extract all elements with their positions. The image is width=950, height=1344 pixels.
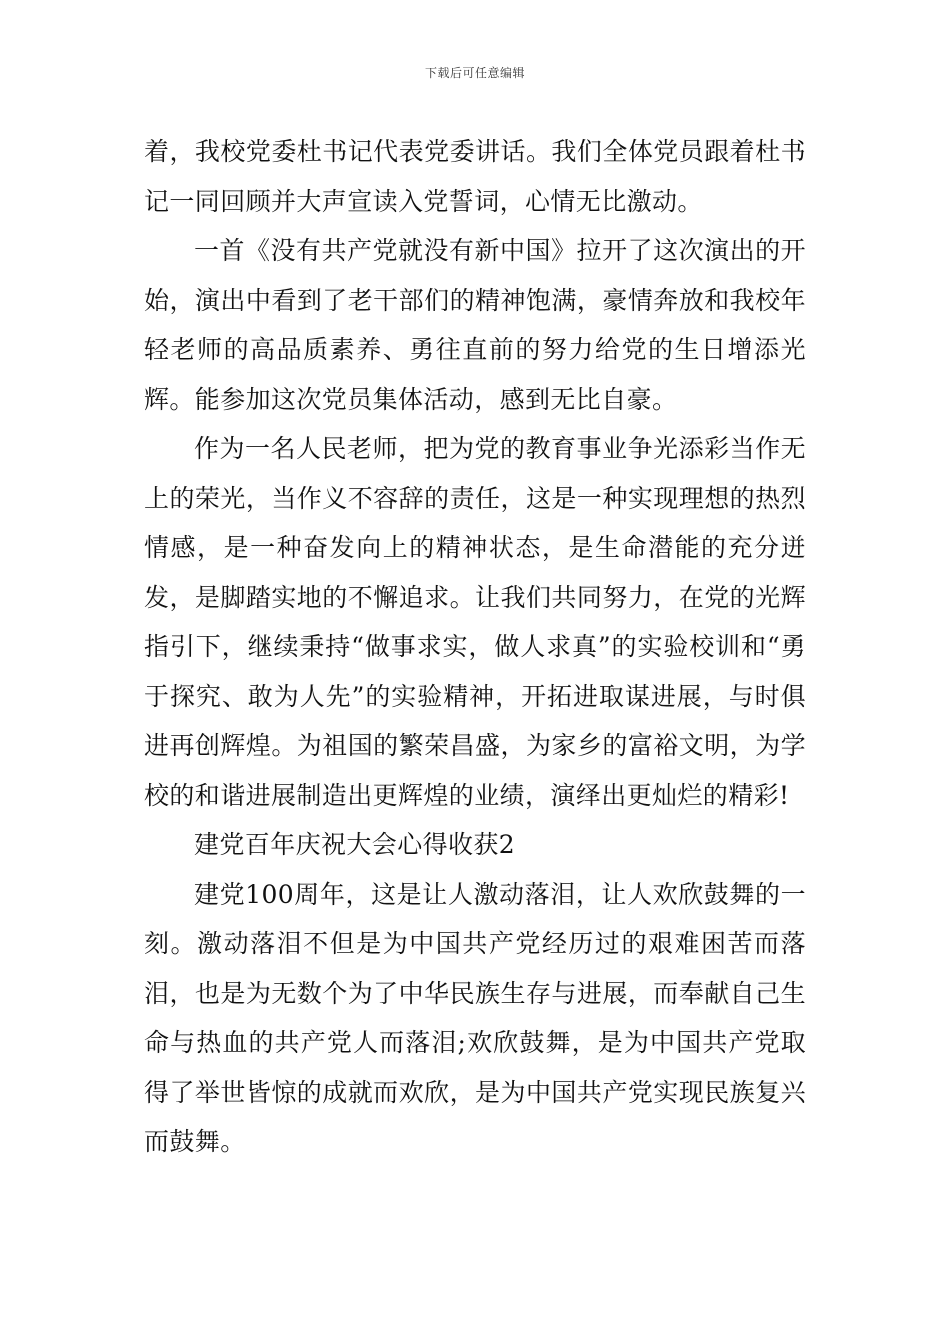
paragraph-teacher: 作为一名人民老师，把为党的教育事业争光添彩当作无上的荣光，当作义不容辞的责任，这是一种实现理想的热烈情感，是一种奋发向上的精神状态，是生命潜能的充分迸发，是脚踏实地的不懈追求。让我们共同努力，在党的光辉指引下，继续秉持“做事求实，做人求真”的实验校训和“勇于探究、敢为人先”的实验精神，开拓进取谋进展，与时俱进再创辉煌。为祖国的繁荣昌盛，为家乡的富裕文明，为学校的和谐进展制造出更辉煌的业绩，演绎出更灿烂的精彩! xyxy=(144,434,806,810)
paragraph-performance: 一首《没有共产党就没有新中国》拉开了这次演出的开始，演出中看到了老干部们的精神饱满，豪情奔放和我校年轻老师的高品质素养、勇往直前的努力给党的生日增添光辉。能参加这次党员集体活动，感到无比自豪。 xyxy=(144,236,806,414)
paragraph-continuation: 着，我校党委杜书记代表党委讲话。我们全体党员跟着杜书记一同回顾并大声宣读入党誓词，心情无比激动。 xyxy=(144,137,806,216)
document-body xyxy=(144,127,806,1167)
section-heading: 建党百年庆祝大会心得收获2 xyxy=(194,830,516,859)
header-note: 下载后可任意编辑 xyxy=(424,66,525,80)
paragraph-centenary: 建党100周年，这是让人激动落泪，让人欢欣鼓舞的一刻。激动落泪不但是为中国共产党经历过的艰难困苦而落泪，也是为无数个为了中华民族生存与进展，而奉献自己生命与热血的共产党人而落泪;欢欣鼓舞，是为中国共产党取得了举世皆惊的成就而欢欣，是为中国共产党实现民族复兴而鼓舞。 xyxy=(144,879,806,1156)
